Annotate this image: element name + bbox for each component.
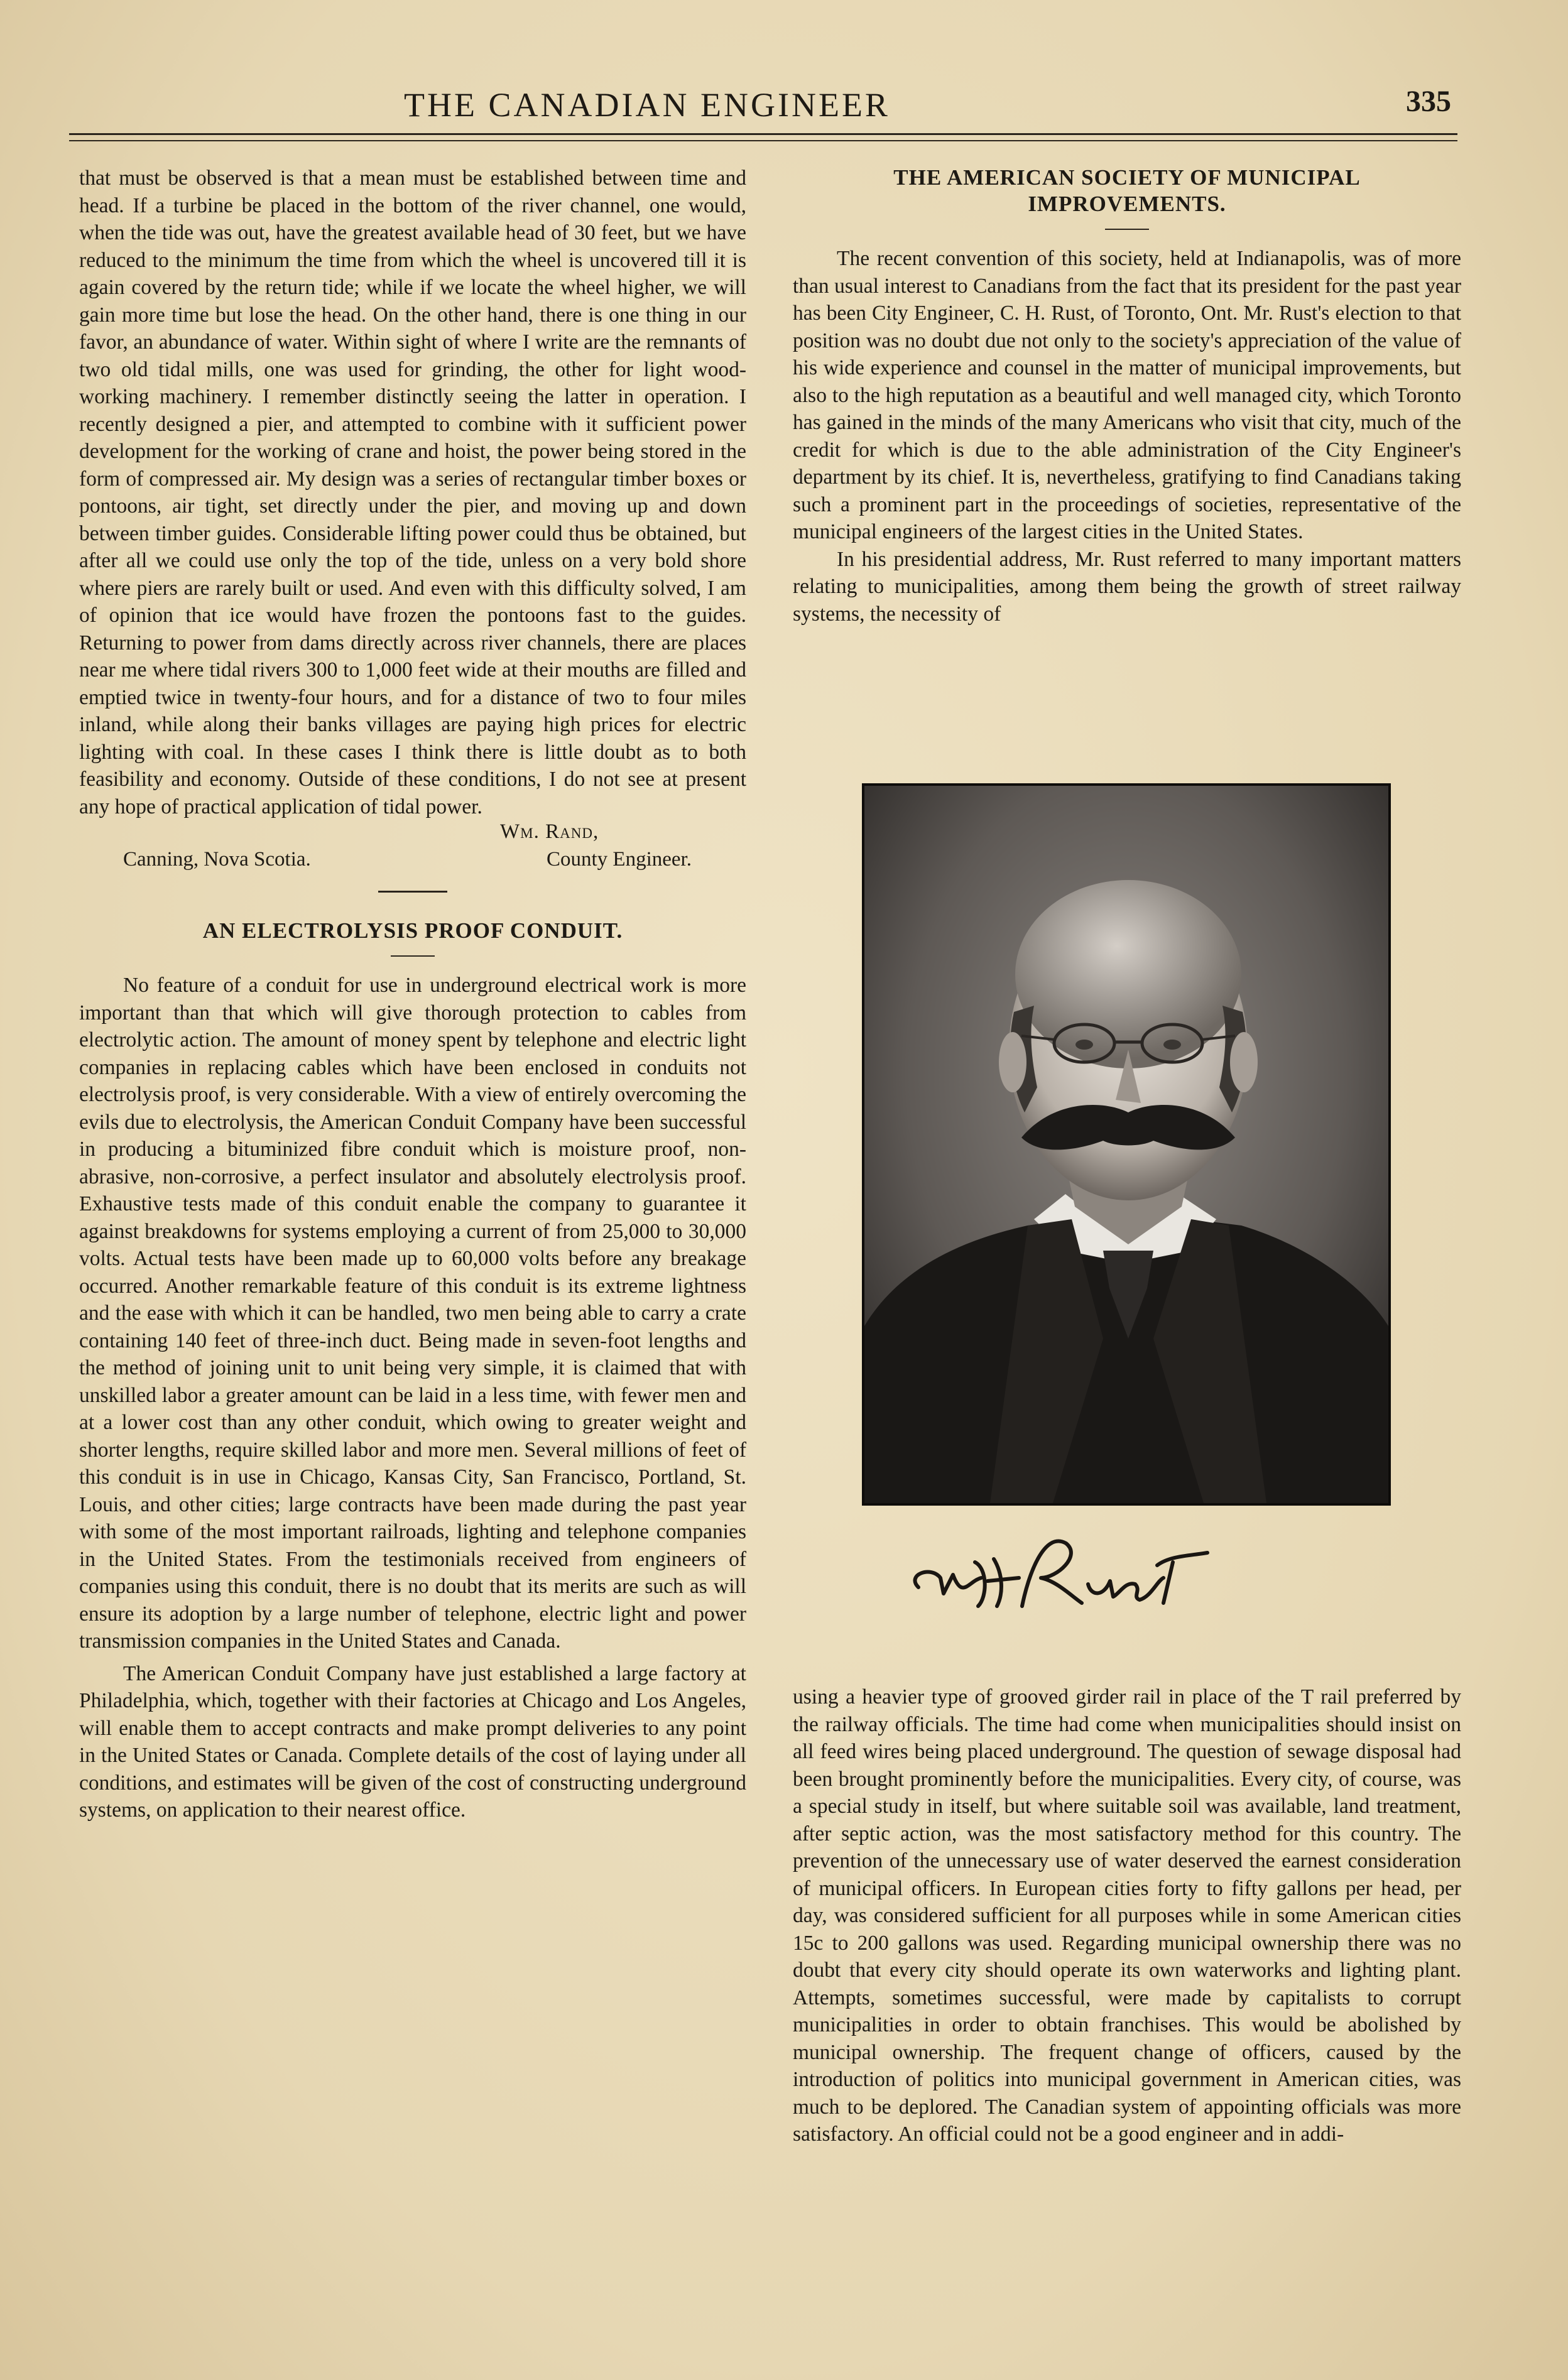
- author-title: County Engineer.: [547, 848, 692, 871]
- portrait-photo: [862, 783, 1391, 1506]
- byline: [79, 820, 746, 877]
- author-location: Canning, Nova Scotia.: [123, 848, 311, 871]
- page-header: [82, 80, 1464, 131]
- article-title-conduit: AN ELECTROLYSIS PROOF CONDUIT.: [202, 918, 623, 943]
- portrait-image: [864, 786, 1388, 1503]
- title-rule: [1105, 229, 1149, 230]
- society-article-continued: [793, 1683, 1461, 2148]
- article-title-society: THE AMERICAN SOCIETY OF MUNICIPAL IMPROVEMENTS.: [893, 165, 1361, 216]
- title-rule: [391, 955, 435, 957]
- right-column: [793, 165, 1461, 2338]
- page-number: 335: [1406, 85, 1451, 118]
- continued-paragraph: that must be observed is that a mean must be established between time and head. If a turbine be placed in the bottom of the river channel, one would, when the tide was out, have the greatest available head of 30 feet, but we have reduced to the minimum the time from which the wheel is uncovered till it is again covered by the return tide; while if we locate the wheel higher, we will gain more time but lose the head. On the other hand, there is one thing in our favor, an abundance of water. Within sight of where I write are the remnants of two old tidal mills, one was used for grinding, the other for light wood-working machinery. I remember distinctly seeing the latter in operation. I recently designed a pier, and attempted to combine with it sufficient power development for the working of crane and hoist, the power being stored in the form of compressed air. My design was a series of rectangular timber boxes or pontoons, air tight, set directly under the pier, and moving up and down between timber guides. Considerable lifting power could thus be obtained, but after all we could use only the top of the tide, unless on a very bold shore where piers are rarely built or used. And even with this difficulty solved, I am of opinion that ice would have frozen the pontoons fast to the guides. Returning to power from dams directly across river channels, there are places near me where tidal rivers 300 to 1,000 feet wide at their mouths are filled and emptied twice in twenty-four hours, and for a distance of two to four miles inland, while along their banks villages are paying high prices for electric lighting with coal. In these cases I think there is little doubt as to both feasibility and economy. Outside of these conditions, I do not see at present any hope of practical application of tidal power.: [79, 166, 746, 818]
- article-paragraph: No feature of a conduit for use in underground electrical work is more important than that which will give thorough protection to cables from electrolytic action. The amount of money spent by telephone and electric light companies in replacing cables which have been enclosed in conduits not electrolysis proof, is very considerable. With a view of entirely overcoming the evils due to electrolysis, the American Conduit Company have been successful in producing a bituminized fibre conduit which is moisture proof, non-abrasive, non-corrosive, a perfect insulator and absolutely electrolysis proof. Exhaustive tests made of this conduit enable the company to guarantee it against breakdowns for systems employing a current of from 25,000 to 30,000 volts. Actual tests have been made up to 60,000 volts before any breakage occurred. Another remarkable feature of this conduit is its extreme lightness and the ease with which it can be handled, two men being able to carry a crate containing 140 feet of three-inch duct. Being made in seven-foot lengths and the method of joining unit to unit being very simple, it is claimed that with unskilled labor a greater amount can be laid in a less time, with fewer men and at a lower cost than any other conduit, which owing to greater weight and shorter lengths, require skilled labor and more men. Several millions of feet of this conduit is in use in Chicago, Kansas City, San Francisco, Portland, St. Louis, and other cities; large contracts have been made during the past year with some of the most important railroads, lighting and telephone companies in the United States. From the testimonials received from engineers of companies using this conduit, there is no doubt that its merits are such as will ensure its adoption by a large number of telephone, electric light and power transmission companies in the United States and Canada.: [79, 974, 746, 1653]
- article-paragraph: In his presidential address, Mr. Rust referred to many important matters relating to municipalities, among them being the growth of street railway systems, the necessity of: [793, 547, 1461, 626]
- header-rule: [69, 133, 1457, 141]
- left-column: [79, 165, 746, 1824]
- running-head: THE CANADIAN ENGINEER: [404, 86, 890, 124]
- autograph-signature: [893, 1518, 1245, 1625]
- author-name: Wm. Rand,: [500, 820, 599, 843]
- article-paragraph: using a heavier type of grooved girder rail in place of the T rail preferred by the railway officials. The time had come when municipalities should insist on all feed wires being placed underground. The question of sewage disposal had been brought prominently before the municipalities. Every city, of course, was a special study in itself, but where suitable soil was available, land treatment, after septic action, was the most satisfactory method for this country. The prevention of the unnecessary use of water deserved the earnest consideration of municipal officers. In European cities forty to fifty gallons per head, per day, was considered sufficient for all purposes while in some American cities 15c to 200 gallons was used. Regarding municipal ownership there was no doubt that every city should operate its own waterworks and lighting plant. Attempts, sometimes successful, were made by capitalists to corrupt municipalities in order to obtain franchises. This would be abolished by municipal ownership. The frequent change of officers, caused by the introduction of politics into municipal government in American cities, was much to be deplored. The Canadian system of appointing officials was more satisfactory. An official could not be a good engineer and in addi-: [793, 1685, 1461, 2146]
- society-article-top: [793, 165, 1461, 628]
- article-paragraph: The American Conduit Company have just established a large factory at Philadelphia, which, together with their factories at Chicago and Los Angeles, will enable them to accept contracts and make prompt deliveries to any point in the United States or Canada. Complete details of the cost of laying under all conditions, and estimates will be given of the cost of constructing underground systems, on application to their nearest office.: [79, 1661, 746, 1822]
- article-paragraph: The recent convention of this society, held at Indianapolis, was of more than usual interest to Canadians from the fact that its president for the past year has been City Engineer, C. H. Rust, of Toronto, Ont. Mr. Rust's election to that position was no doubt due not only to the society's appreciation of the value of his wide experience and counsel in the matter of municipal improvements, but also to the high reputation as a beautiful and well managed city, which Toronto has gained in the minds of the many Americans who visit that city, much of the credit for which is due to the able administration of the City Engineer's department by its chief. It is, nevertheless, gratifying to find Canadians taking such a prominent part in the proceedings of societies, representative of the municipal engineers of the largest cities in the United States.: [793, 247, 1461, 543]
